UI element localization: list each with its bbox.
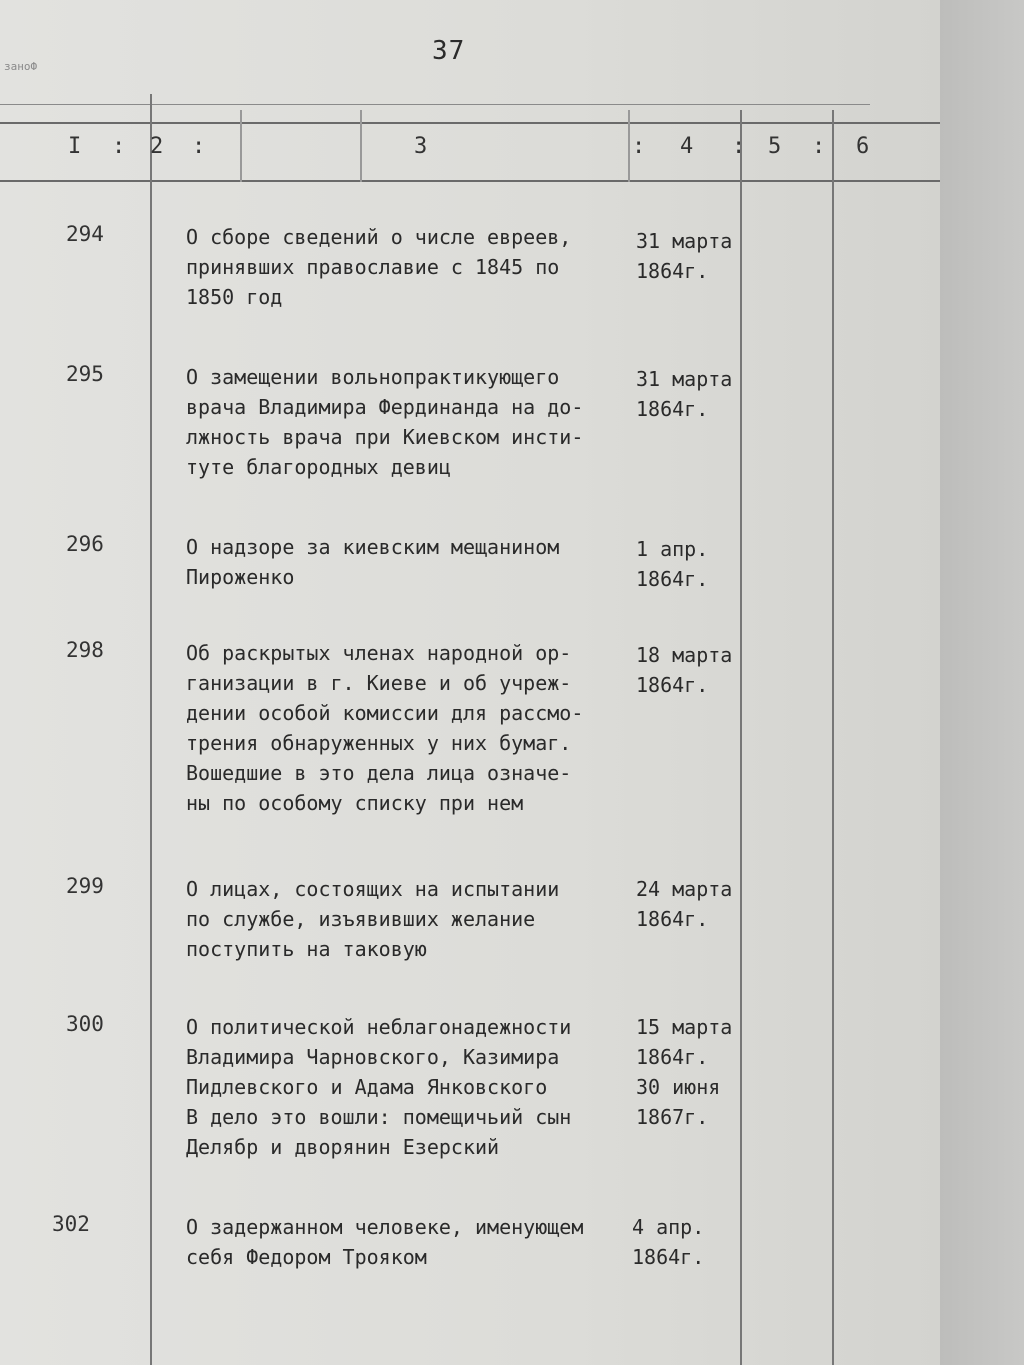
column-separator: :	[192, 134, 206, 159]
entry-date: 15 марта 1864г. 30 июня 1867г.	[636, 1015, 733, 1129]
entry-number: 299	[66, 874, 104, 898]
column-divider-1	[150, 94, 152, 1365]
entry-description: О лицах, состоящих на испытании по службе, изъявивших желание поступить на таковую	[186, 877, 560, 961]
entry-date: 31 марта 1864г.	[636, 367, 733, 421]
entry-description: О замещении вольнопрактикующего врача Владимира Фердинанда на до- лжность врача при Киевском инсти- туте благородных девиц	[186, 365, 584, 479]
background-surface	[940, 0, 1024, 1365]
column-number-1: I	[68, 134, 82, 159]
entry-description: О задержанном человеке, именующем себя Федором Трояком	[186, 1215, 584, 1269]
entry-date: 1 апр. 1864г.	[636, 537, 709, 591]
column-separator: :	[732, 134, 746, 159]
column-number-4: 4	[680, 134, 694, 159]
entry-description: О политической неблагонадежности Владимира Чарновского, Казимира Пидлевского и Адама Янковского В дело это вошли: помещичьий сын Делябр и дворянин Езерский	[186, 1015, 572, 1159]
entry-date: 4 апр. 1864г.	[632, 1215, 705, 1269]
entry-date: 18 марта 1864г.	[636, 643, 733, 697]
header-upper-rule	[0, 122, 940, 124]
entry-date: 31 марта 1864г.	[636, 229, 733, 283]
entry-number: 300	[66, 1012, 104, 1036]
header-top-rule	[0, 104, 870, 105]
entry-number: 298	[66, 638, 104, 662]
entry-number: 302	[52, 1212, 90, 1236]
entry-number: 295	[66, 362, 104, 386]
entry-number: 294	[66, 222, 104, 246]
column-divider-4	[628, 110, 630, 182]
entry-date: 24 марта 1864г.	[636, 877, 733, 931]
column-separator: :	[812, 134, 826, 159]
column-number-6: 6	[856, 134, 870, 159]
entry-description: Об раскрытых членах народной ор- ганизации в г. Киеве и об учреж- дении особой комиссии для рассмо- трения обнаруженных у них бумаг. Вошедшие в это дела лица означе- ны по особому списку при нем	[186, 641, 584, 815]
column-divider-6	[832, 110, 834, 1365]
page-number: 37	[432, 36, 466, 66]
column-divider-3	[360, 110, 362, 182]
entry-number: 296	[66, 532, 104, 556]
column-separator: :	[632, 134, 646, 159]
column-divider-5	[740, 110, 742, 1365]
header-lower-rule	[0, 180, 940, 182]
entry-description: О сборе сведений о числе евреев, принявших православие с 1845 по 1850 год	[186, 225, 572, 309]
entry-description: О надзоре за киевским мещанином Пироженко	[186, 535, 560, 589]
column-divider-2	[240, 110, 242, 182]
top-label: заноФ	[4, 60, 38, 73]
column-number-2: 2	[150, 134, 164, 159]
column-number-5: 5	[768, 134, 782, 159]
column-number-3: 3	[414, 134, 428, 159]
column-separator: :	[112, 134, 126, 159]
